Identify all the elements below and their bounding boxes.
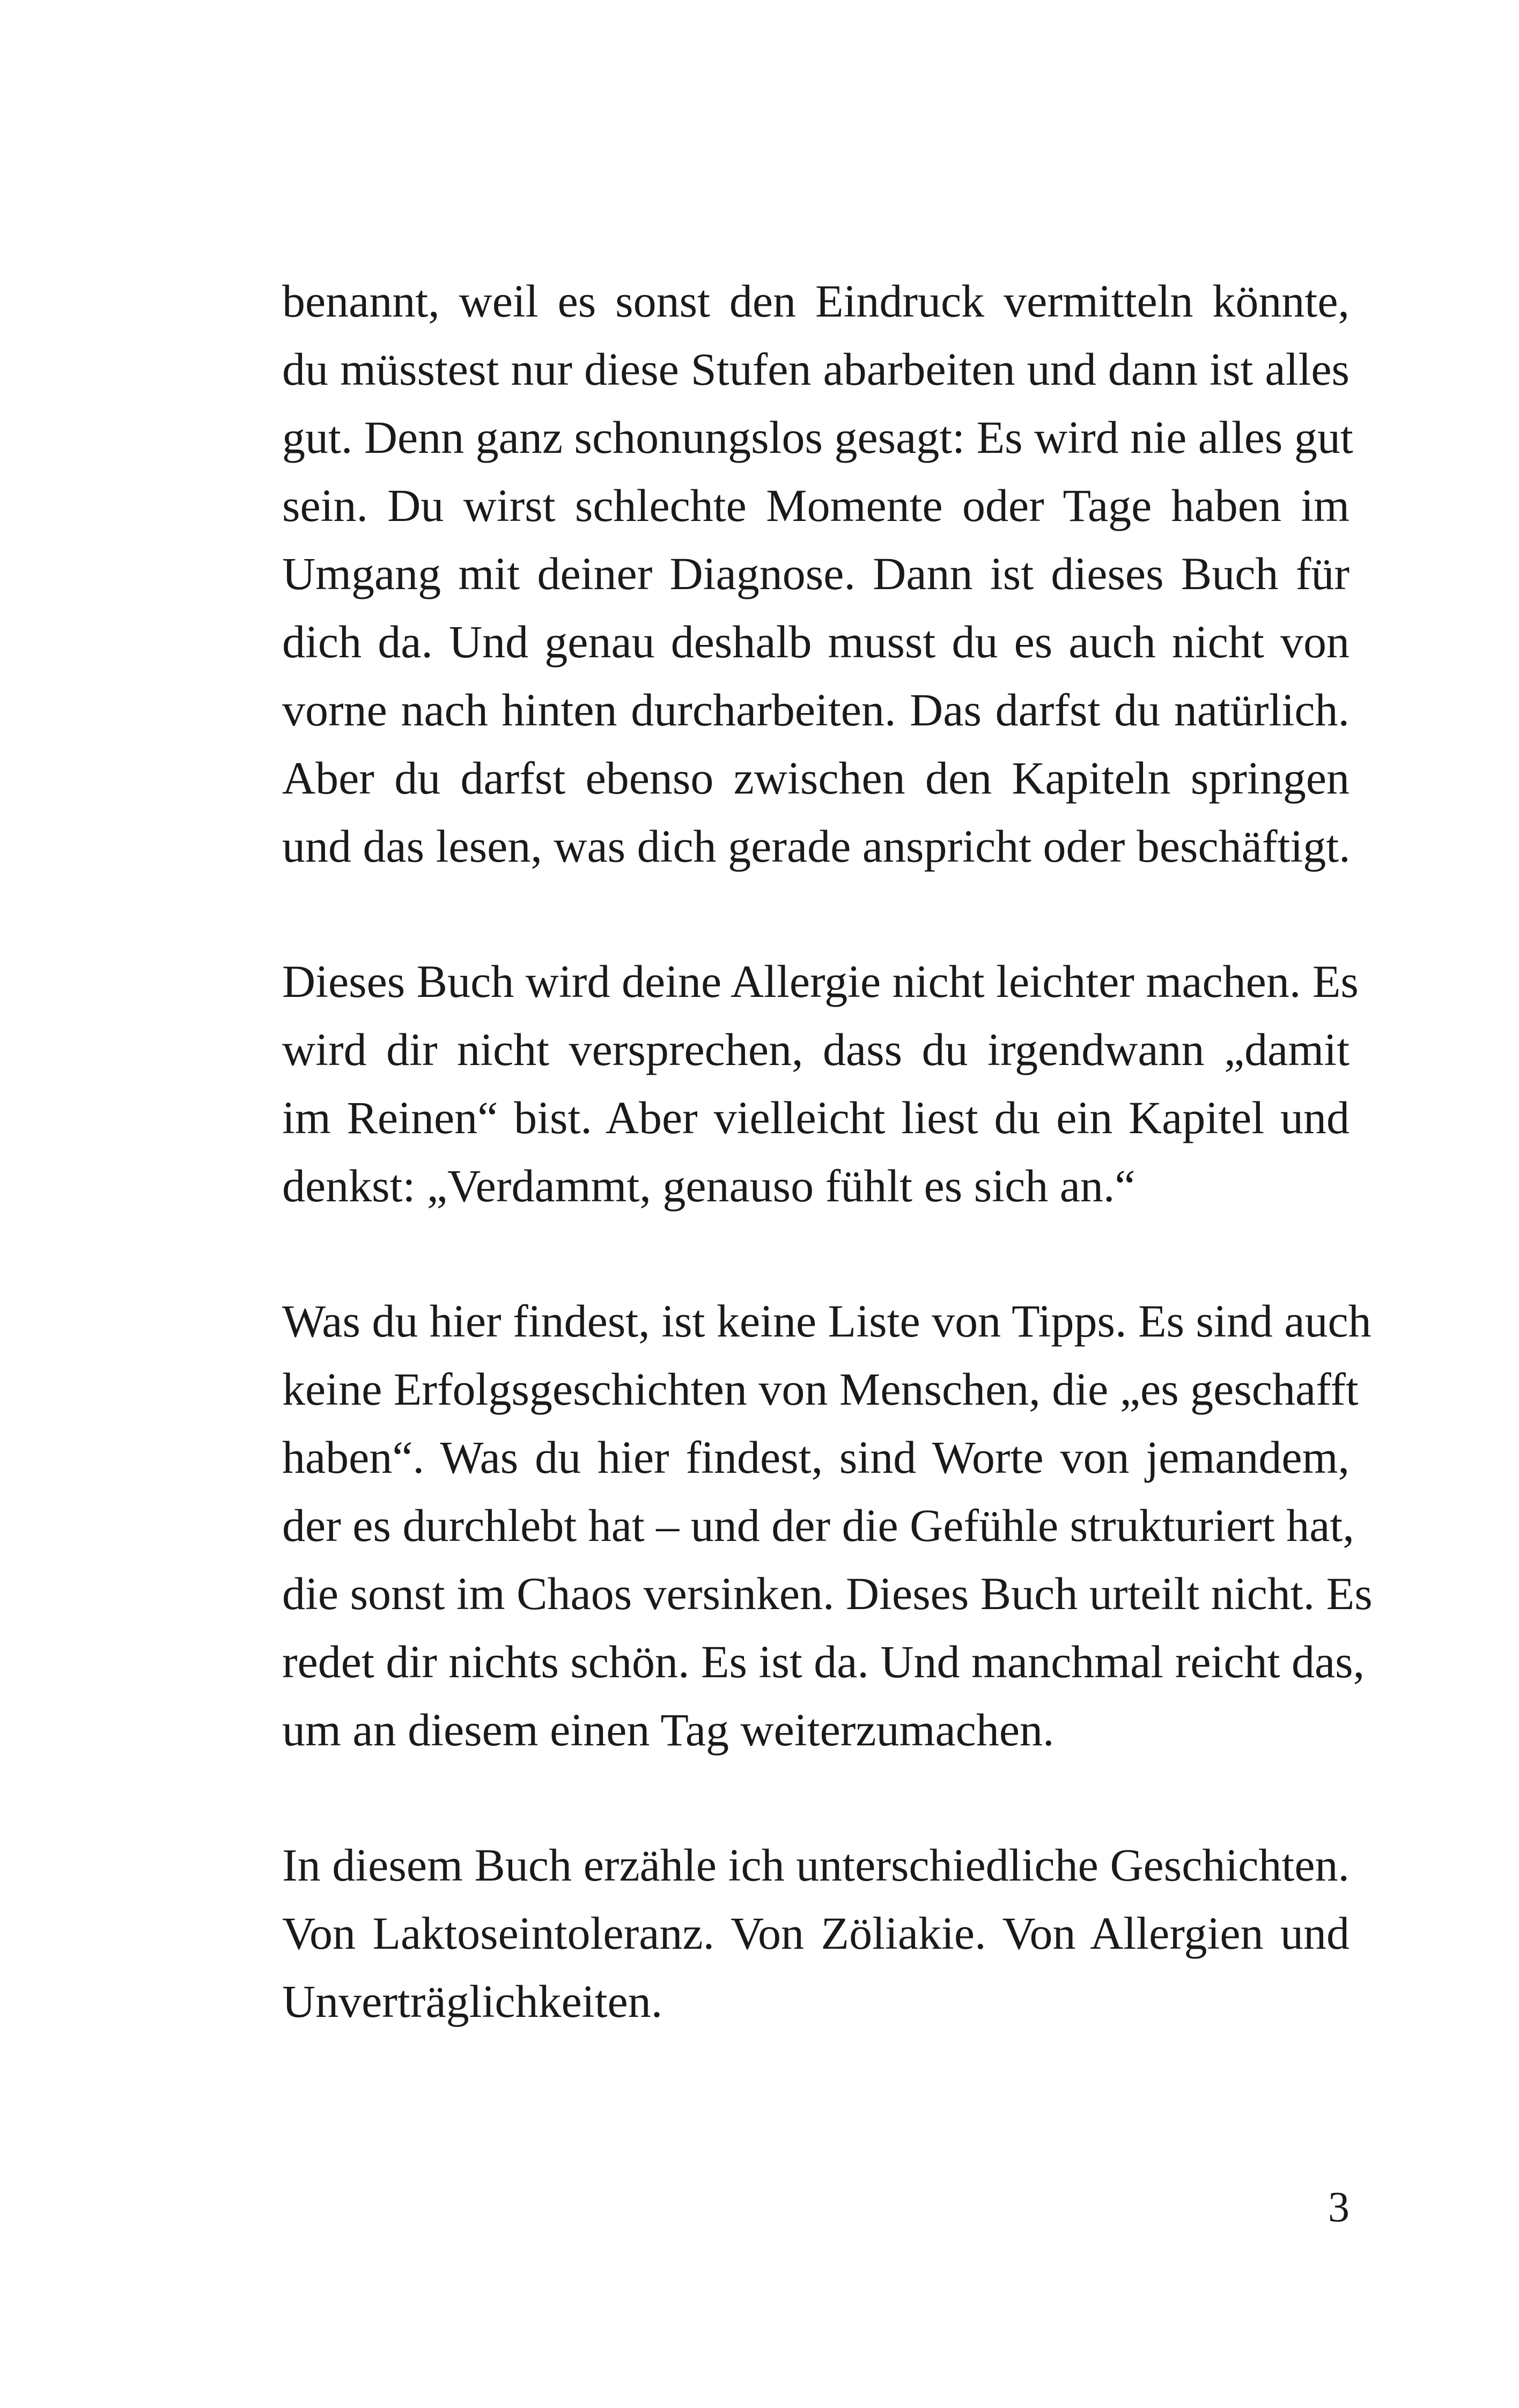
text-line: Unverträglichkeiten. bbox=[282, 1976, 663, 2027]
text-line: keine Erfolgsgeschichten von Menschen, die „es geschafft bbox=[282, 1363, 1359, 1415]
paragraph-3 bbox=[282, 1287, 1373, 1764]
paragraph-spacer bbox=[282, 880, 1350, 948]
page-number: 3 bbox=[1328, 2184, 1350, 2231]
text-line: du müsstest nur diese Stufen abarbeiten und dann ist alles bbox=[282, 343, 1350, 395]
text-line: benannt, weil es sonst den Eindruck vermitteln könnte, bbox=[282, 275, 1350, 327]
text-line: dich da. Und genau deshalb musst du es auch nicht von bbox=[282, 616, 1350, 667]
text-line: gut. Denn ganz schonungslos gesagt: Es wird nie alles gut bbox=[282, 412, 1353, 463]
text-line: im Reinen“ bist. Aber vielleicht liest du ein Kapitel und bbox=[282, 1092, 1350, 1143]
text-line: redet dir nichts schön. Es ist da. Und manchmal reicht das, bbox=[282, 1636, 1365, 1687]
text-line: vorne nach hinten durcharbeiten. Das darfst du natürlich. bbox=[282, 684, 1350, 736]
text-line: um an diesem einen Tag weiterzumachen. bbox=[282, 1704, 1055, 1756]
text-line: wird dir nicht versprechen, dass du irgendwann „damit bbox=[282, 1024, 1350, 1075]
text-line: sein. Du wirst schlechte Momente oder Tage haben im bbox=[282, 480, 1350, 531]
text-line: Was du hier findest, ist keine Liste von Tipps. Es sind auch bbox=[282, 1295, 1371, 1347]
paragraph-2 bbox=[282, 948, 1359, 1220]
text-line: der es durchlebt hat – und der die Gefühle strukturiert hat, bbox=[282, 1500, 1354, 1551]
text-line: Aber du darfst ebenso zwischen den Kapiteln springen bbox=[282, 752, 1350, 804]
paragraph-1 bbox=[282, 267, 1353, 880]
text-line: Umgang mit deiner Diagnose. Dann ist dieses Buch für bbox=[282, 548, 1350, 599]
text-line: Von Laktoseintoleranz. Von Zöliakie. Von Allergien und bbox=[282, 1907, 1350, 1959]
paragraph-4 bbox=[282, 1831, 1350, 2036]
text-line: denkst: „Verdammt, genauso fühlt es sich an.“ bbox=[282, 1160, 1135, 1212]
body-text bbox=[282, 267, 1373, 2036]
text-line: und das lesen, was dich gerade anspricht oder beschäftigt. bbox=[282, 820, 1351, 872]
text-line: Dieses Buch wird deine Allergie nicht leichter machen. Es bbox=[282, 956, 1359, 1007]
text-line: haben“. Was du hier findest, sind Worte von jemandem, bbox=[282, 1431, 1350, 1483]
paragraph-spacer bbox=[282, 1220, 1350, 1287]
text-line: In diesem Buch erzähle ich unterschiedliche Geschichten. bbox=[282, 1839, 1350, 1891]
paragraph-spacer bbox=[282, 1764, 1350, 1831]
text-line: die sonst im Chaos versinken. Dieses Buch urteilt nicht. Es bbox=[282, 1568, 1373, 1619]
